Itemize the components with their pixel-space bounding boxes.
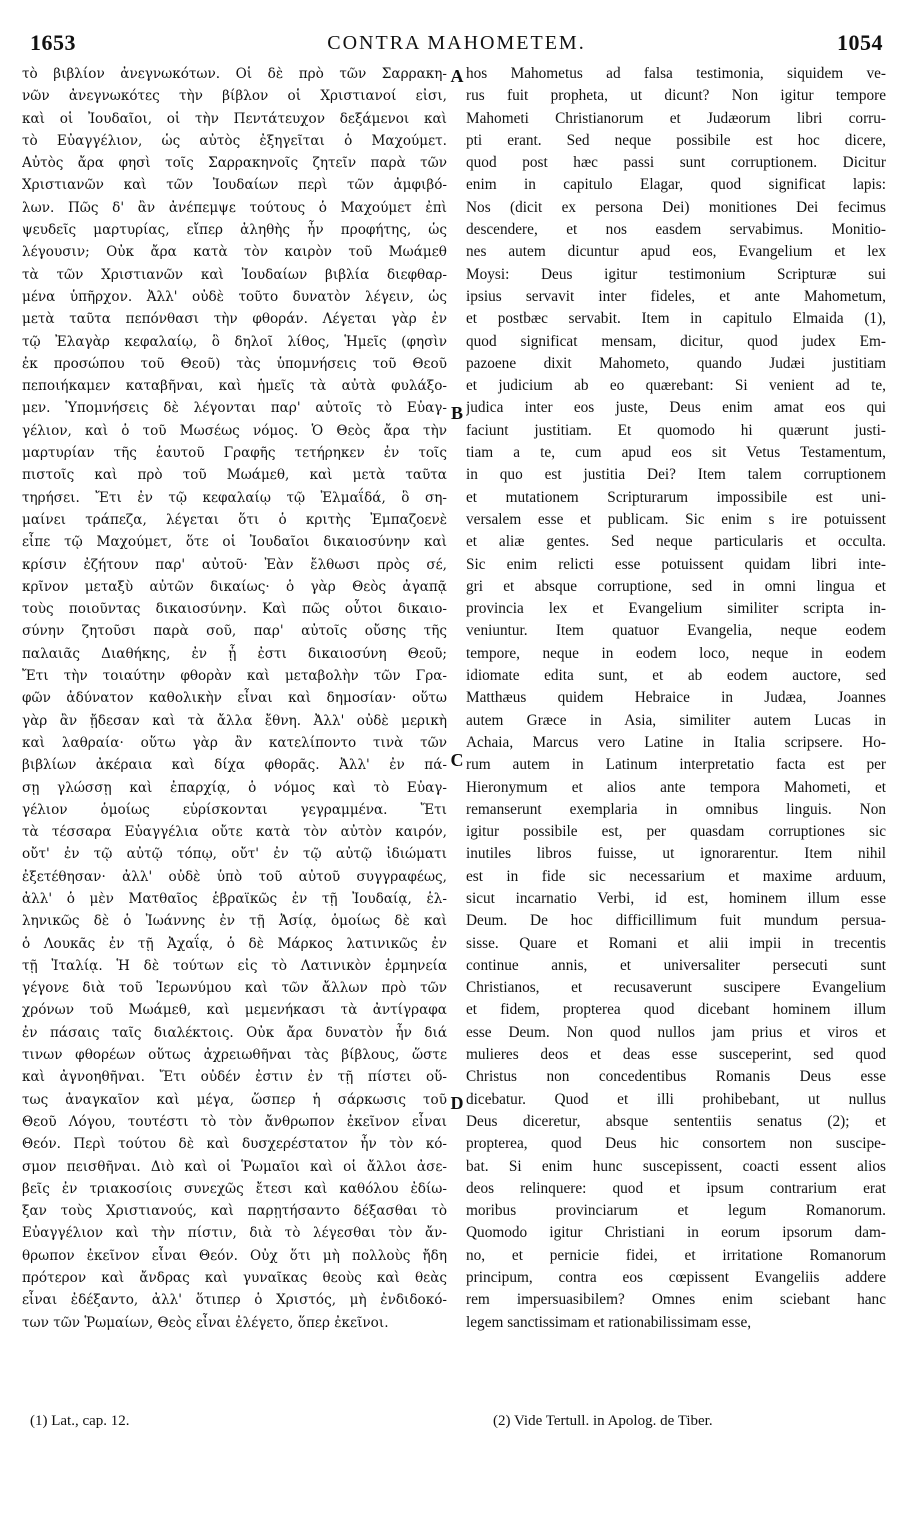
text-line: τὰ τέσσαρα Εὐαγγέλια οὔτε κατὰ τὸν αὐτὸν καιρόν, [22, 824, 447, 841]
text-line: Christianos, et recusaverunt suscipere Evangelium [466, 979, 886, 997]
footnote-right: (2) Vide Tertull. in Apolog. de Tiber. [493, 1413, 713, 1429]
text-line: idiomate edita sunt, et ab eodem auctore, sed [466, 667, 886, 685]
text-line: μαρτυρίαν τῆς ἑαυτοῦ Γραφῆς τετήρηκεν ἐν τοῖς [22, 445, 447, 462]
margin-marker-a: A [450, 66, 464, 86]
text-line: Mahometi Christianorum et Judæorum libri corru- [466, 109, 886, 127]
text-line: μένα ὑπῆρχον. Ἀλλ' οὐδὲ τοῦτο δυνατὸν λέγειν, ὡς [22, 288, 447, 305]
text-line: Χριστιανῶν καὶ τῶν Ἰουδαίων περὶ τῶν ἀμφιβό- [22, 177, 447, 194]
text-line: in quo est justitia Dei? Item talem corruptionem [466, 466, 886, 484]
text-line: et postbæc servabit. Item in capitulo Elmaida (1), [466, 310, 886, 328]
text-line: Deus diceretur, absque sententiis senatus (2); et [466, 1112, 886, 1130]
text-line: γὰρ ἂν ᾔδεσαν καὶ τὰ ἄλλα ἔθνη. Ἀλλ' οὐδὲ μερικὴ [22, 712, 447, 729]
text-line: rum autem in Latinum interpretatio facta est per [466, 756, 886, 774]
text-line: ληνικῶς δὲ ὁ Ἰωάννης ἐν τῇ Ἀσίᾳ, ὁμοίως δὲ καὶ [22, 913, 447, 930]
text-line: τινων φθορέων οὕτως ἀχρειωθῆναι τὰς βίβλους, ὥστε [22, 1047, 447, 1064]
text-line: et judicium ab eo quærebant: Si venient ad te, [466, 377, 886, 395]
text-line: τὰ τῶν Χριστιανῶν καὶ Ἰουδαίων βιβλία διεφθαρ- [22, 266, 447, 283]
text-line: γέλιον ὁμοίως εὑρίσκονται γεγραμμένα. Ἔτι [22, 801, 447, 818]
text-line: pti erant. Sed neque possibile est hoc dicere, [466, 131, 886, 149]
text-line: Deum. De hoc difficillimum fuit mundum persua- [466, 912, 886, 930]
text-line: ψευδεῖς μαρτυρίας, εἴπερ ἀληθὴς ἦν προφήτης, ὡς [22, 222, 447, 239]
text-line: Θεόν. Περὶ τούτου δὲ καὶ δυσχερέστατον ἦν τὸν κό- [22, 1136, 447, 1153]
text-line: quod post hæc passi sunt corruptionem. Dicitur [466, 154, 886, 172]
text-line: μαίνει τράπεζα, λέγεται ὅτι ὁ κριτὴς Ἐμπαζοενὲ [22, 511, 447, 528]
text-line: esse Deum. Non quod nullos jam prius et viros et [466, 1023, 886, 1041]
text-line: σύνην ζητοῦσι παρὰ σοῦ, παρ' αὐτοῖς οὔσης τῆς [22, 623, 447, 640]
text-line: εἶπε τῷ Μαχούμετ, ὅτε οἱ Ἰουδαῖοι δικαιοσύνην καὶ [22, 534, 447, 551]
text-line: autem Græce in Asia, similiter autem Lucas in [466, 711, 886, 729]
text-line: ὁ Λουκᾶς ἐν τῇ Ἀχαΐᾳ, ὁ δὲ Μάρκος λατινικῶς ἐν [22, 935, 447, 952]
text-line: principum, contra eos cœpissent Evangeliis addere [466, 1269, 886, 1287]
text-line: remanserunt exemplaria in omnibus linguis. Non [466, 800, 886, 818]
text-line: τηρήσει. Ἔτι ἐν τῷ κεφαλαίῳ τῷ Ἐλμαΐδά, ὃ ση- [22, 489, 447, 506]
running-header [30, 30, 883, 58]
text-line: inutiles libros fuisse, ut ignorarentur. Item nihil [466, 845, 886, 863]
text-line: Αὐτὸς ἄρα φησὶ τοῖς Σαρρακηνοῖς ζητεῖν παρὰ τῶν [22, 155, 447, 172]
text-line: τῷ Ἐλαγὰρ κεφαλαίῳ, ὃ δηλοῖ λίθος, Ἡμεῖς (φησὶν [22, 333, 447, 350]
footnote-left: (1) Lat., cap. 12. [30, 1413, 130, 1429]
text-line: Christus non concedentibus Romanis Deus esse [466, 1068, 886, 1086]
text-line: Matthæus quidem Hebraice in Judæa, Joannes [466, 689, 886, 707]
text-line: igitur possibile est, per quasdam corruptiones sic [466, 823, 886, 841]
text-line: των τῶν Ῥωμαίων, Θεὸς εἶναι ἐλέγετο, ὅπερ ἐκεῖνοι. [22, 1314, 389, 1331]
text-line: et mutationem Scripturarum impossibile est uni- [466, 488, 886, 506]
text-line: deos relinquere: quod et ipsum contrarium erat [466, 1179, 886, 1197]
text-line: quod significat mensam, dicitur, quod judex Em- [466, 332, 886, 350]
text-line: Θεοῦ Λόγου, τουτέστι τὸ τὸν ἄνθρωπον ἐκεῖνον εἶναι [22, 1113, 447, 1130]
text-line: versalem esse et publicam. Sic enim s ire potuissent [466, 510, 886, 528]
greek-column [22, 63, 447, 1334]
text-line: sisse. Quare et Romani et alii impii in trecentis [466, 934, 886, 952]
text-line: νῶν ἀνεγνωκότες τὴν βίβλον οἱ Χριστιανοί εἰσι, [22, 88, 447, 105]
latin-column [466, 63, 886, 1334]
text-line: καὶ οἱ Ἰουδαῖοι, οἱ τὴν Πεντάτευχον δεξάμενοι καὶ [22, 110, 447, 127]
text-line: no, et pernicie fidei, et irritatione Romanorum [466, 1246, 886, 1264]
text-line: χρόνων τοῦ Μωάμεθ, καὶ μεμενήκασι τὰ ἀντίγραφα [22, 1002, 447, 1019]
running-title: CONTRA MAHOMETEM. [327, 32, 586, 54]
text-line: hos Mahometus ad falsa testimonia, siquidem ve- [466, 65, 886, 82]
text-line: θρωπον ἐκεῖνον εἶναι Θεόν. Οὐχ ὅτι μὴ πολλοὺς ἤδη [22, 1247, 447, 1264]
text-line: Nos (dicit ex persona Dei) monitiones Dei fecimus [466, 198, 886, 216]
text-line: τὸ Εὐαγγέλιον, ὡς αὐτὸς ἐξηγεῖται ὁ Μαχούμετ. [22, 132, 447, 149]
text-line: ἀλλ' ὁ μὲν Ματθαῖος ἑβραϊκῶς ἐν τῇ Ἰουδαίᾳ, ἑλ- [22, 890, 447, 907]
text-line: tempore, neque in eodem loco, neque in eodem [466, 644, 886, 662]
text-line: ipsius servavit inter fideles, et ante Mahometum, [466, 287, 886, 305]
text-line: est in fide sic necessarium et maxime arduum, [466, 867, 886, 885]
text-line: continue annis, et universaliter persecuti sunt [466, 956, 886, 974]
page-number-right: 1054 [837, 30, 883, 55]
text-line: γέλιον, καὶ ὁ τοῦ Μωσέως νόμος. Ὁ Θεὸς ἄρα τὴν [22, 422, 447, 439]
margin-marker-b: B [450, 403, 463, 423]
text-line: propterea, quod Deus hic consortem non suscipe- [466, 1135, 886, 1153]
text-line: παλαιᾶς Διαθήκης, ἐν ᾗ ἐστι δικαιοσύνη Θεοῦ; [22, 645, 447, 662]
text-line: Sic enim relicti esse potuissent quidam libri inte- [466, 555, 886, 573]
text-line: rus fuit propheta, ut dicunt? Non igitur tempore [466, 87, 886, 105]
text-line: ἐξετέθησαν· ἀλλ' οὐδὲ ὑπὸ τοῦ αὐτοῦ συγγραφέως, [22, 868, 447, 885]
text-line: Εὐαγγέλιον καὶ τὴν πίστιν, διὰ τὸ λέγεσθαι τὸν ἄν- [22, 1225, 447, 1242]
text-line: πιστοῖς καὶ πρὸ τοῦ Μωάμεθ, καὶ μετὰ ταῦτα [22, 467, 447, 484]
text-line: Moysi: Deus igitur testimonium Scripturæ sui [466, 265, 886, 283]
text-line: legem sanctissimam et rationabilissimam esse, [466, 1313, 752, 1331]
text-line: mulieres deos et deas esse susceperint, sed quod [466, 1046, 886, 1064]
text-line: σμον πεισθῆναι. Διὸ καὶ οἱ Ῥωμαῖοι καὶ οἱ ἄλλοι ἀσε- [22, 1158, 447, 1175]
text-line: τὸ βιβλίον ἀνεγνωκότων. Οἱ δὲ πρὸ τῶν Σαρρακη- [22, 66, 447, 82]
page-number-left: 1653 [30, 30, 76, 55]
text-line: faciunt justitiam. Et quomodo hi quærunt justi- [466, 421, 886, 439]
text-line: ἐν πάσαις ταῖς διαλέκτοις. Οὐκ ἄρα δυνατὸν ἦν διά [22, 1024, 447, 1041]
text-line: γέγονε διὰ τοῦ Ἱερωνύμου καὶ τῶν ἄλλων πρὸ τῶν [22, 980, 447, 997]
text-line: Quomodo igitur Christiani in eorum ipsorum dam- [466, 1224, 886, 1242]
text-line: οὔτ' ἐν τῷ αὐτῷ τόπῳ, οὔτ' ἐν τῷ αὐτῷ ἰδιώματι [22, 846, 447, 863]
text-line: Ἔτι τὴν τοιαύτην φθορὰν καὶ μεταβολὴν τῶν Γρα- [22, 668, 447, 685]
text-line: dicebatur. Quod et illi prohibebant, ut nullus [466, 1090, 886, 1108]
text-line: nes autem dicuntur apud eos, Evangelium et lex [466, 243, 886, 261]
margin-marker-d: D [450, 1093, 464, 1113]
text-line: βεῖς ἐν τριακοσίοις συνεχῶς ἔτεσι καὶ καθόλου ἐδίω- [22, 1180, 447, 1197]
text-line: καὶ λαθραία· οὕτω γὰρ ἂν κατελίποντο τινὰ τῶν [22, 734, 447, 751]
text-line: πεποιήκαμεν καταβῆναι, καὶ ἡμεῖς τὰ αὐτὰ φυλάξο- [22, 378, 447, 395]
text-line: enim in capitulo Elagar, quod significat lapis: [466, 176, 886, 194]
text-line: πρότερον καὶ ἄνδρας καὶ γυναῖκας θεοὺς καὶ θεὰς [22, 1270, 447, 1287]
margin-marker-c: C [450, 750, 464, 770]
text-line: veniuntur. Item quatuor Evangelia, neque eodem [466, 622, 886, 640]
text-line: ἐκ προσώπου τοῦ Θεοῦ) τὰς ὑπομνήσεις τοῦ Θεοῦ [22, 355, 447, 372]
text-line: κρίσιν ἐζήτουν παρ' αὐτοῦ· Ἐὰν ἔλθωσι πρὸς σέ, [22, 556, 447, 573]
text-line: κρῖνον μεταξὺ αὐτῶν δικαίως· ὁ γὰρ Θεὸς ἀγαπᾷ [22, 578, 447, 595]
text-line: provincia lex et Evangelium similiter scripta in- [466, 600, 886, 618]
text-line: Hieronymum et alios ante tempora Mahometi, et [466, 778, 886, 796]
text-line: judica inter eos juste, Deus enim amat eos qui [466, 399, 886, 417]
text-line: τοὺς ποιοῦντας δικαιοσύνην. Καὶ πῶς οὗτοι δικαιο- [22, 601, 447, 618]
text-line: et fidem, propterea quod dicebant hominem illum [466, 1001, 886, 1019]
text-line: et aliæ gentes. Sed neque particularis et occulta. [466, 533, 886, 551]
text-line: φῶν ἀδύνατον καθολικὴν εἶναι καὶ δημοσίαν· οὕτω [22, 690, 447, 707]
text-line: εἶναι ἐδέξαντο, ἀλλ' ὅτιπερ ὁ Χριστός, μὴ ἐνδιδοκό- [22, 1292, 447, 1309]
text-line: λέγουσιν; Οὐκ ἄρα κατὰ τὸν καιρὸν τοῦ Μωάμεθ [22, 244, 447, 261]
text-line: rem impersuasibilem? Omnes enim sciebant hanc [466, 1291, 886, 1309]
text-line: καὶ ἀγνοηθῆναι. Ἔτι οὐδέν ἐστιν ἐν τῇ πίστει οὕ- [22, 1069, 447, 1086]
text-line: ξαν τοὺς Χριστιανούς, καὶ παρῃτήσαντο δέξασθαι τὸ [22, 1203, 447, 1220]
text-line: μετὰ ταῦτα πεπόνθασι τὴν φθοράν. Λέγεται γὰρ ἐν [22, 311, 447, 328]
text-line: τως ἀναγκαῖον καὶ μέγα, ὥσπερ ἡ σάρκωσις τοῦ [22, 1091, 447, 1108]
text-line: tiam a te, cum apud eos sit Vetus Testamentum, [466, 444, 886, 462]
text-line: moribus provinciarum et legum Romanorum. [466, 1202, 886, 1220]
text-line: λων. Πῶς δ' ἂν ἀνέπεμψε τούτους ὁ Μαχούμετ ἐπὶ [22, 199, 447, 216]
text-line: pazoene dixit Mahometo, quando Judæi justitiam [466, 354, 886, 372]
text-line: descendere, et nos easdem servabimus. Monitio- [466, 221, 886, 239]
text-line: σῃ γλώσσῃ καὶ ἐπαρχίᾳ, ὁ νόμος καὶ τὸ Εὐαγ- [22, 779, 447, 796]
text-line: τῇ Ἰταλίᾳ. Ἡ δὲ τούτων εἰς τὸ Λατινικὸν ἑρμηνεία [22, 957, 447, 974]
text-line: gri et absque corruptione, sed in omni lingua et [466, 577, 886, 595]
text-line: sicut incarnatio Verbi, id est, hominem illum esse [466, 889, 886, 907]
text-line: bat. Si enim hunc suscepissent, coacti essent alios [466, 1157, 886, 1175]
text-line: μεν. Ὑπομνήσεις δὲ λέγονται παρ' αὐτοῖς τὸ Εὐαγ- [22, 400, 447, 417]
text-line: βιβλίων ἀκέραια καὶ δίχα φθορᾶς. Ἀλλ' ἐν πά- [22, 757, 447, 774]
text-line: Achaia, Marcus vero Latine in Italia scripsere. Ho- [466, 733, 886, 751]
